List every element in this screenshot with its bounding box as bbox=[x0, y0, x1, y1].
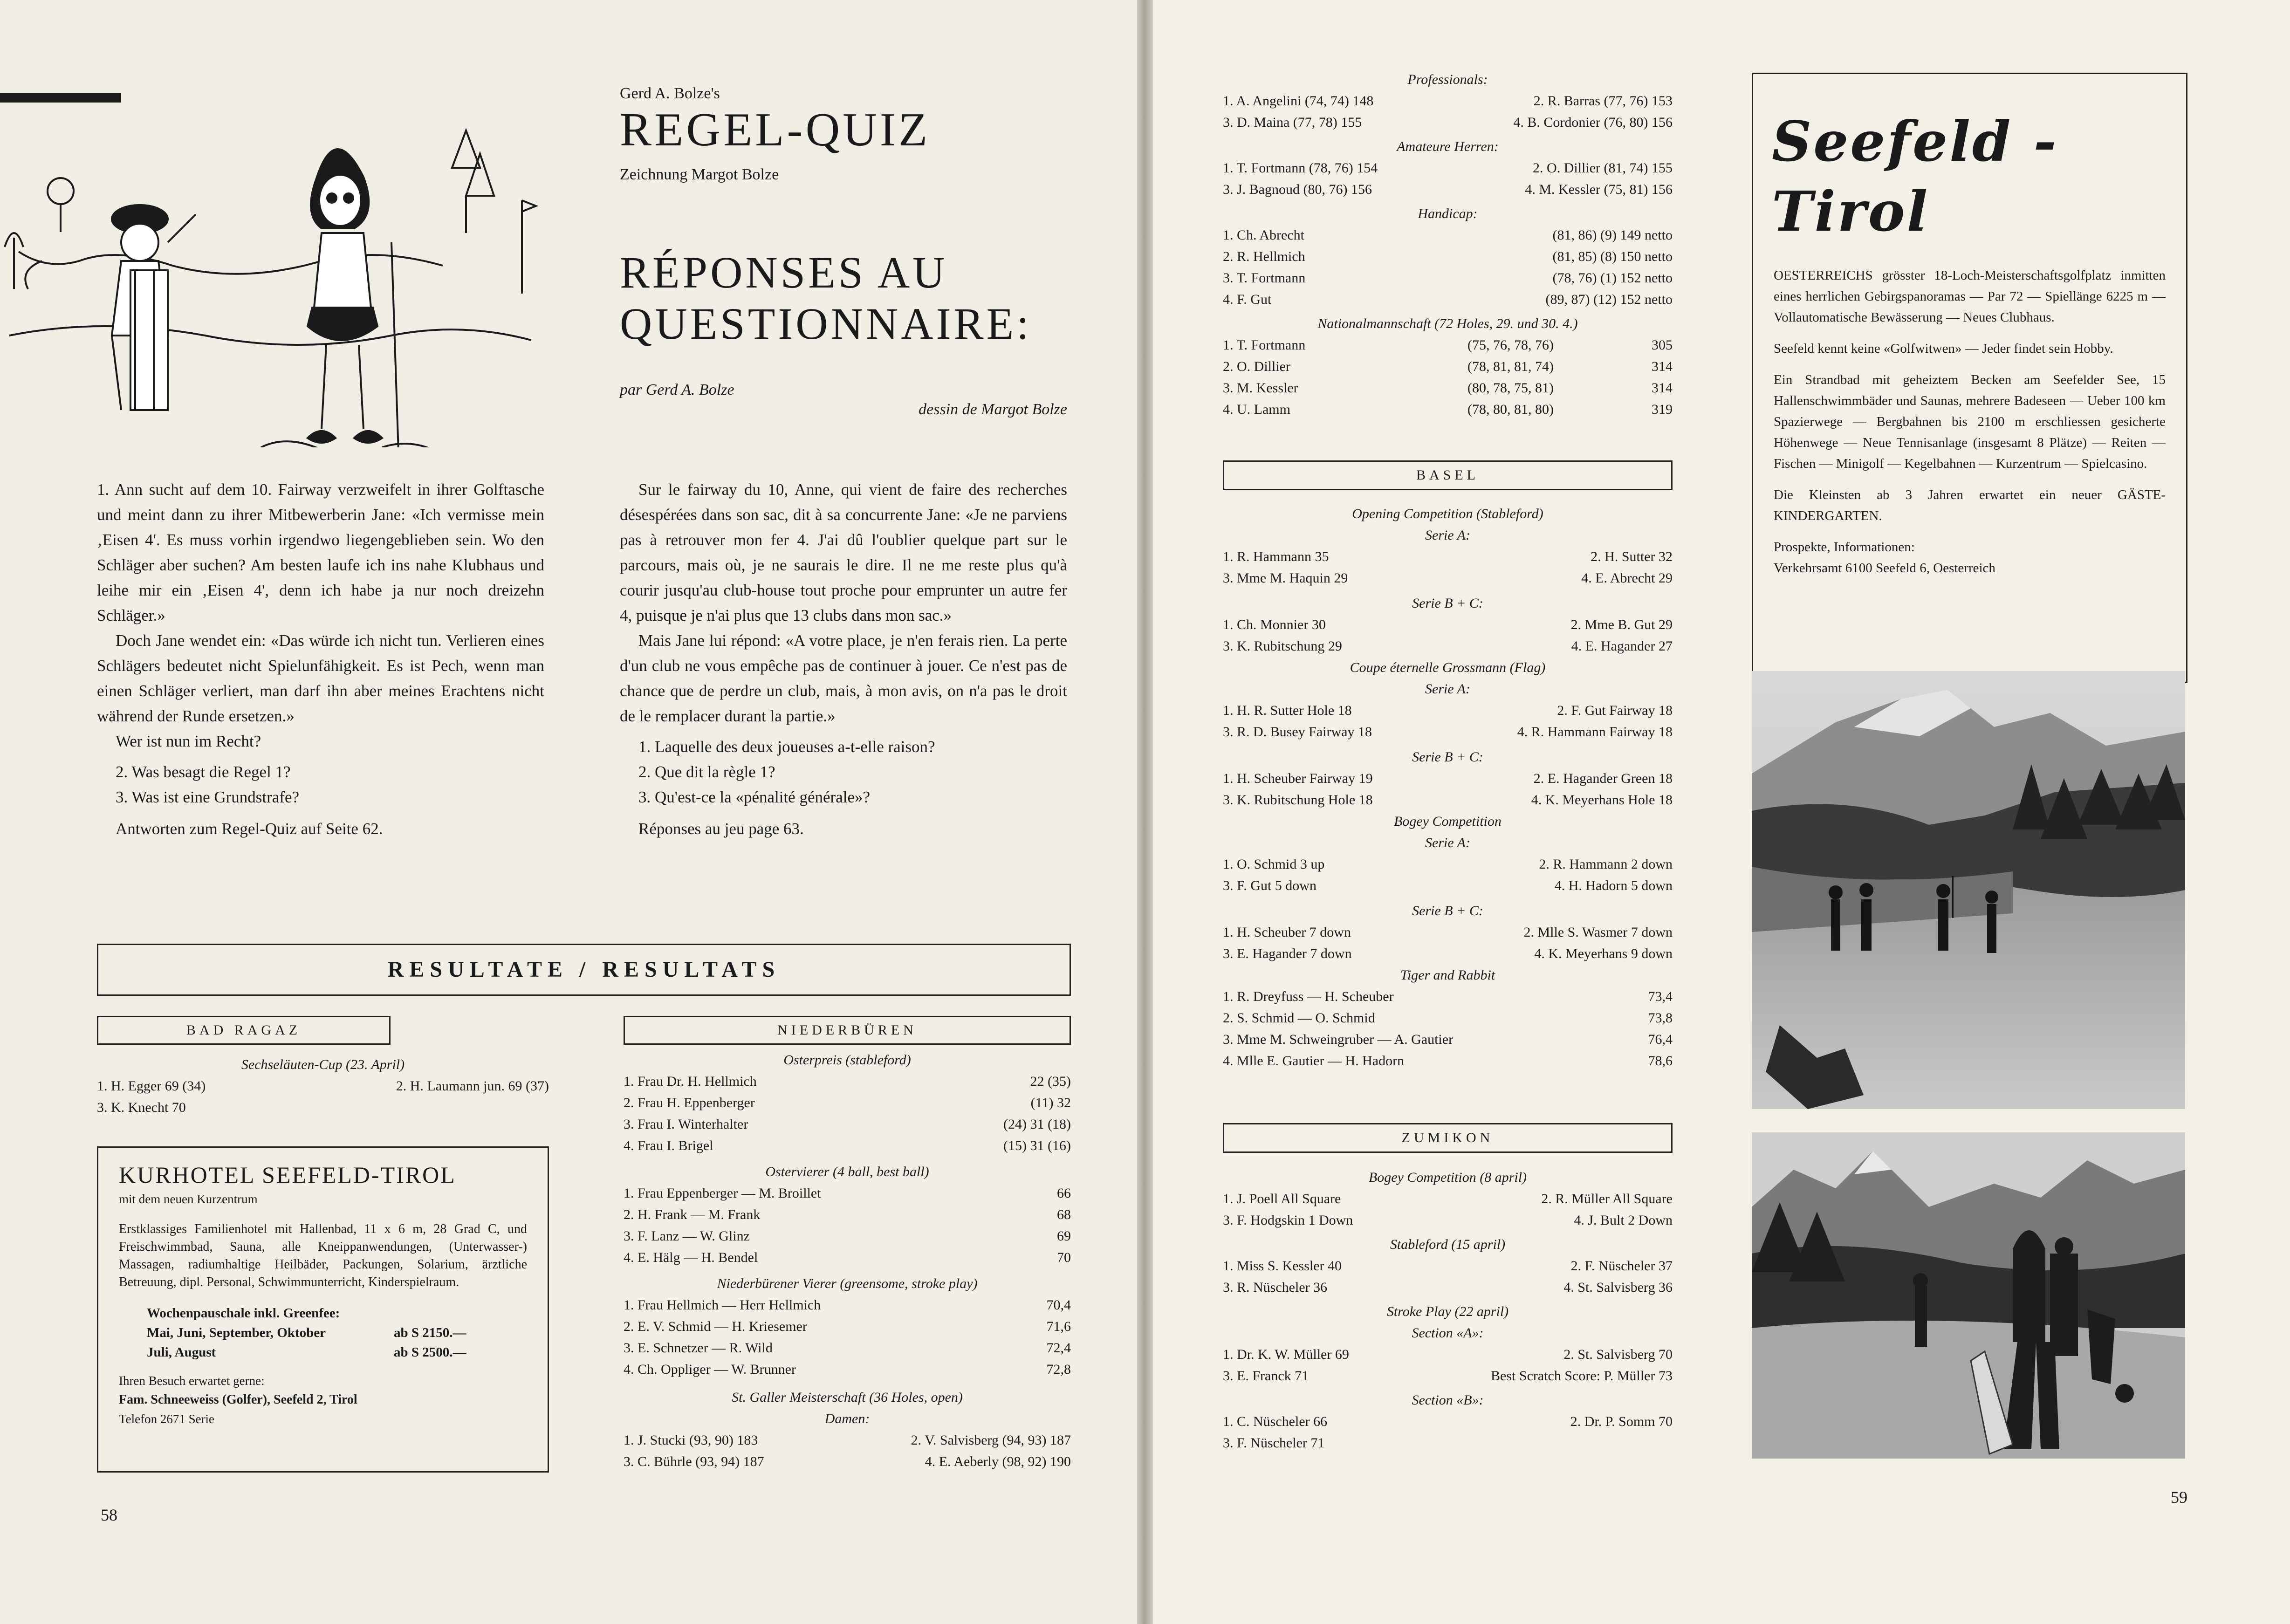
result-left: 1. H. R. Sutter Hole 18 bbox=[1223, 703, 1352, 718]
result-left: 3. D. Maina (77, 78) 155 bbox=[1223, 115, 1362, 130]
result-row bbox=[1223, 922, 1673, 943]
result-row bbox=[1223, 1007, 1673, 1029]
result-left: 1. J. Stucki (93, 90) 183 bbox=[624, 1432, 758, 1448]
section-subtitle: Damen: bbox=[824, 1411, 870, 1426]
quiz-paragraph: Wer ist nun im Recht? bbox=[116, 732, 261, 750]
result-row bbox=[1223, 112, 1673, 133]
section-subtitle: Serie A: bbox=[1425, 835, 1470, 850]
quiz-title: REGEL-QUIZ bbox=[620, 103, 931, 156]
section-subtitle: Serie A: bbox=[1425, 528, 1470, 543]
result-row bbox=[624, 1337, 1071, 1359]
result-right: 4. K. Meyerhans Hole 18 bbox=[1531, 792, 1673, 808]
result-right: 2. F. Nüscheler 37 bbox=[1570, 1258, 1673, 1274]
result-name: 2. S. Schmid — O. Schmid bbox=[1223, 1010, 1375, 1026]
result-row bbox=[624, 1071, 1071, 1092]
result-left: 1. H. Scheuber 7 down bbox=[1223, 925, 1351, 940]
result-left: 1. Ch. Abrecht bbox=[1223, 227, 1304, 243]
result-name: 1. R. Dreyfuss — H. Scheuber bbox=[1223, 989, 1394, 1004]
section-subtitle: Serie B + C: bbox=[1412, 903, 1483, 918]
result-score: 70 bbox=[1057, 1250, 1071, 1265]
result-right: (89, 87) (12) 152 netto bbox=[1545, 292, 1673, 307]
quiz-answers-ref: Antworten zum Regel-Quiz auf Seite 62. bbox=[116, 820, 383, 838]
result-row bbox=[624, 1135, 1071, 1157]
quiz-text-de bbox=[97, 477, 544, 842]
zumikon-results bbox=[1223, 1167, 1673, 1454]
quiz-paragraph: Sur le fairway du 10, Anne, qui vient de faire des recherches désespérées dans son sac, dit à sa concurrente Jane: «Je ne parviens pas à retrouver mon fer 4. J'ai dû l'oublier quelque part sur le parcours, mais où, je ne saurais le dire. Il ne me reste plus qu'à courir jusqu'au club-house tout proche pour emprunter un autre fer 4, puisque je n'ai plus que 13 clubs dans mon sac.» bbox=[620, 480, 1067, 624]
result-left: 3. R. D. Busey Fairway 18 bbox=[1223, 724, 1372, 740]
section-subtitle: Serie B + C: bbox=[1412, 749, 1483, 765]
result-row bbox=[1223, 1050, 1673, 1072]
result-row bbox=[624, 1204, 1071, 1226]
result-row bbox=[1223, 158, 1673, 179]
result-score: 69 bbox=[1057, 1228, 1071, 1244]
result-row bbox=[1223, 289, 1673, 310]
result-row bbox=[624, 1183, 1071, 1204]
result-left: 4. F. Gut bbox=[1223, 292, 1272, 307]
quiz-title-fr: RÉPONSES AU QUESTIONNAIRE: bbox=[620, 247, 1032, 349]
result-right: 2. F. Gut Fairway 18 bbox=[1557, 703, 1673, 718]
cartoon-illustration bbox=[0, 93, 559, 447]
result-row bbox=[624, 1359, 1071, 1380]
result-score: (15) 31 (16) bbox=[1003, 1138, 1071, 1153]
section-title: Niederbürener Vierer (greensome, stroke play) bbox=[717, 1276, 978, 1291]
ad-offer-season: Mai, Juni, September, Oktober bbox=[147, 1325, 326, 1340]
cup-title: Sechseläuten-Cup (23. April) bbox=[241, 1057, 405, 1072]
result-left: 3. T. Fortmann bbox=[1223, 270, 1306, 286]
result-name: 4. Ch. Oppliger — W. Brunner bbox=[624, 1362, 796, 1377]
bad-ragaz-label-box bbox=[97, 1016, 391, 1045]
section-title: Amateure Herren: bbox=[1397, 139, 1499, 154]
result-row bbox=[1223, 225, 1673, 246]
golf-course-photo bbox=[1752, 671, 2185, 1109]
result-row bbox=[1223, 875, 1673, 897]
result-row bbox=[1223, 614, 1673, 636]
ad-contact-intro: Ihren Besuch erwartet gerne: bbox=[119, 1374, 265, 1388]
result-left: 1. Miss S. Kessler 40 bbox=[1223, 1258, 1342, 1274]
result-row bbox=[624, 1247, 1071, 1268]
quiz-question: 1. Laquelle des deux joueuses a-t-elle raison? bbox=[638, 738, 935, 756]
result-right: 4. J. Bult 2 Down bbox=[1574, 1213, 1673, 1228]
result-score: 72,8 bbox=[1046, 1362, 1071, 1377]
result-left: 1. H. Egger 69 (34) bbox=[97, 1078, 206, 1094]
result-row bbox=[1223, 1188, 1673, 1210]
result-right: Best Scratch Score: P. Müller 73 bbox=[1491, 1368, 1673, 1384]
results-header-box bbox=[97, 944, 1071, 996]
table-cell: 1. T. Fortmann bbox=[1223, 337, 1306, 353]
result-left: 3. E. Hagander 7 down bbox=[1223, 946, 1352, 961]
result-right: 4. E. Aeberly (98, 92) 190 bbox=[925, 1454, 1071, 1469]
result-score: (11) 32 bbox=[1030, 1095, 1071, 1110]
quiz-text-fr bbox=[620, 477, 1067, 842]
result-left: 2. R. Hellmich bbox=[1223, 249, 1305, 264]
result-right: (78, 76) (1) 152 netto bbox=[1552, 270, 1673, 286]
table-cell: 319 bbox=[1652, 402, 1673, 417]
table-row bbox=[1223, 377, 1673, 399]
result-row bbox=[1223, 789, 1673, 811]
result-row bbox=[624, 1092, 1071, 1114]
niederburen-results bbox=[624, 1049, 1071, 1473]
result-left: 3. K. Knecht 70 bbox=[97, 1100, 186, 1115]
result-left: 1. R. Hammann 35 bbox=[1223, 549, 1329, 564]
quiz-question: 2. Que dit la règle 1? bbox=[638, 763, 775, 781]
section-subtitle: Section «A»: bbox=[1412, 1325, 1484, 1341]
result-right: 2. R. Hammann 2 down bbox=[1539, 857, 1673, 872]
ad-paragraph: Seefeld kennt keine «Golfwitwen» — Jeder findet sein Hobby. bbox=[1774, 341, 2113, 356]
ad-paragraph: Ein Strandbad mit geheiztem Becken am Seefelder See, 15 Hallenschwimmbäder und Saunas, mehrere Badeseen — Ueber 100 km Spazierwege — Bergbahnen bis 2100 m erschliessen gesicherte Höhenwege — Neue Tennisanlage (insgesamt 8 Plätze) — Reiten — Fischen — Minigolf — Kegelbahnen — Kurzentrum — Spielcasino. bbox=[1774, 372, 2166, 471]
section-title: Ostervierer (4 ball, best ball) bbox=[765, 1164, 929, 1179]
result-row bbox=[1223, 721, 1673, 743]
table-cell: (75, 76, 78, 76) bbox=[1467, 337, 1554, 353]
section-title: Coupe éternelle Grossmann (Flag) bbox=[1350, 660, 1546, 675]
result-right: 4. B. Cordonier (76, 80) 156 bbox=[1513, 115, 1673, 130]
basel-label: BASEL bbox=[1416, 467, 1479, 483]
ad-contact-name: Fam. Schneeweiss (Golfer), Seefeld 2, Tirol bbox=[119, 1392, 357, 1407]
table-cell: 314 bbox=[1652, 380, 1673, 396]
result-name: 3. Frau I. Winterhalter bbox=[624, 1117, 748, 1132]
result-row bbox=[1223, 986, 1673, 1007]
result-right: 4. R. Hammann Fairway 18 bbox=[1517, 724, 1673, 740]
result-right: 2. H. Laumann jun. 69 (37) bbox=[396, 1078, 549, 1094]
ad-paragraph: OESTERREICHS grösster 18-Loch-Meisterschaftsgolfplatz inmitten eines herrlichen Gebirgspanoramas — Par 72 — Spiellänge 6225 m — Vollautomatische Bewässerung — Neues Clubhaus. bbox=[1774, 268, 2166, 325]
section-title: Professionals: bbox=[1407, 72, 1488, 87]
result-right: 2. Mlle S. Wasmer 7 down bbox=[1523, 925, 1673, 940]
ad-offer-title: Wochenpauschale inkl. Greenfee: bbox=[147, 1306, 340, 1321]
result-score: (24) 31 (18) bbox=[1003, 1117, 1071, 1132]
result-left: 1. T. Fortmann (78, 76) 154 bbox=[1223, 160, 1378, 176]
result-name: 2. Frau H. Eppenberger bbox=[624, 1095, 755, 1110]
result-row bbox=[97, 1097, 549, 1118]
section-title: Osterpreis (stableford) bbox=[783, 1052, 911, 1068]
result-score: 72,4 bbox=[1046, 1340, 1071, 1356]
result-score: 78,6 bbox=[1648, 1053, 1673, 1069]
result-left: 3. R. Nüscheler 36 bbox=[1223, 1280, 1328, 1295]
zumikon-label: ZUMIKON bbox=[1401, 1130, 1494, 1145]
result-score: 68 bbox=[1057, 1207, 1071, 1222]
quiz-paragraph: Doch Jane wendet ein: «Das würde ich nicht tun. Verlieren eines Schlägers bedeutet nicht Spielunfähigkeit. Es ist Pech, wenn man einen Schläger verliert, man darf ihn aber meines Erachtens nicht während der Runde ersetzen.» bbox=[97, 631, 544, 725]
result-row bbox=[1223, 1411, 1673, 1432]
result-score: 73,4 bbox=[1648, 989, 1673, 1004]
result-left: 3. C. Bührle (93, 94) 187 bbox=[624, 1454, 764, 1469]
section-title: Nationalmannschaft (72 Holes, 29. und 30. 4.) bbox=[1317, 316, 1578, 331]
section-title: Stableford (15 april) bbox=[1390, 1237, 1506, 1252]
result-name: 4. Frau I. Brigel bbox=[624, 1138, 713, 1153]
result-row bbox=[1223, 568, 1673, 589]
quiz-answers-ref: Réponses au jeu page 63. bbox=[638, 820, 804, 838]
result-row bbox=[624, 1226, 1071, 1247]
result-left: 1. O. Schmid 3 up bbox=[1223, 857, 1325, 872]
ad-subtitle: mit dem neuen Kurzentrum bbox=[119, 1192, 258, 1206]
table-row bbox=[1223, 356, 1673, 377]
result-right: 2. V. Salvisberg (94, 93) 187 bbox=[911, 1432, 1071, 1448]
ad-offer-price: ab S 2500.— bbox=[394, 1345, 466, 1360]
result-score: 71,6 bbox=[1046, 1319, 1071, 1334]
result-row bbox=[1223, 267, 1673, 289]
ad-contact-title: Prospekte, Informationen: bbox=[1774, 540, 1915, 555]
result-score: 73,8 bbox=[1648, 1010, 1673, 1026]
quiz-credit-fr: dessin de Margot Bolze bbox=[919, 401, 1067, 418]
result-left: 3. K. Rubitschung Hole 18 bbox=[1223, 792, 1373, 808]
result-row bbox=[1223, 943, 1673, 965]
section-title: St. Galler Meisterschaft (36 Holes, open) bbox=[732, 1390, 963, 1405]
section-title: Opening Competition (Stableford) bbox=[1352, 506, 1543, 521]
section-subtitle: Section «B»: bbox=[1412, 1392, 1484, 1408]
quiz-author-fr: par Gerd A. Bolze bbox=[620, 381, 734, 398]
ad-phone: Telefon 2671 Serie bbox=[119, 1412, 215, 1426]
result-row bbox=[624, 1430, 1071, 1451]
result-right: 2. R. Müller All Square bbox=[1541, 1191, 1673, 1206]
result-score: 66 bbox=[1057, 1185, 1071, 1201]
result-left: 3. F. Nüscheler 71 bbox=[1223, 1435, 1325, 1451]
result-row bbox=[1223, 179, 1673, 200]
ad-title: KURHOTEL SEEFELD-TIROL bbox=[119, 1162, 456, 1188]
table-row bbox=[1223, 335, 1673, 356]
result-right: 2. O. Dillier (81, 74) 155 bbox=[1533, 160, 1673, 176]
bad-ragaz-label: BAD RAGAZ bbox=[186, 1022, 302, 1038]
table-cell: (80, 78, 75, 81) bbox=[1467, 380, 1554, 396]
table-cell: (78, 81, 81, 74) bbox=[1467, 359, 1554, 374]
result-name: 1. Frau Hellmich — Herr Hellmich bbox=[624, 1297, 821, 1313]
result-row bbox=[1223, 1365, 1673, 1387]
result-left: 3. F. Gut 5 down bbox=[1223, 878, 1316, 893]
table-cell: 4. U. Lamm bbox=[1223, 402, 1290, 417]
quiz-paragraph: 1. Ann sucht auf dem 10. Fairway verzweifelt in ihrer Golftasche und meint dann zu ihrer Mitbewerberin Jane: «Ich vermisse mein ‚Eisen 4'. Es muss vorhin irgendwo liegengeblieben sein. Wo den Schläger aber suchen? Am besten laufe ich ins nahe Klubhaus und leihe mir ein ‚Eisen 4', denn ich habe ja nur noch dreizehn Schläger.» bbox=[97, 480, 544, 624]
section-title: Stroke Play (22 april) bbox=[1386, 1304, 1509, 1319]
quiz-question: 3. Qu'est-ce la «pénalité générale»? bbox=[638, 788, 871, 806]
kurhotel-ad bbox=[97, 1146, 549, 1473]
result-right: 2. H. Sutter 32 bbox=[1591, 549, 1673, 564]
result-row bbox=[1223, 546, 1673, 568]
ad-contact: Verkehrsamt 6100 Seefeld 6, Oesterreich bbox=[1774, 561, 1995, 576]
result-score: 70,4 bbox=[1046, 1297, 1071, 1313]
seefeld-ad bbox=[1752, 73, 2187, 683]
result-row bbox=[1223, 768, 1673, 789]
zumikon-label-box bbox=[1223, 1123, 1673, 1153]
result-right: 4. E. Hagander 27 bbox=[1571, 638, 1673, 654]
result-row bbox=[1223, 1344, 1673, 1365]
result-left: 1. Dr. K. W. Müller 69 bbox=[1223, 1347, 1349, 1362]
quiz-author: Gerd A. Bolze's bbox=[620, 85, 720, 102]
result-row bbox=[1223, 700, 1673, 721]
result-name: 3. E. Schnetzer — R. Wild bbox=[624, 1340, 773, 1356]
basel-label-box bbox=[1223, 460, 1673, 490]
ad-paragraph: Die Kleinsten ab 3 Jahren erwartet ein neuer GÄSTE-KINDERGARTEN. bbox=[1774, 487, 2166, 523]
result-left: 1. Ch. Monnier 30 bbox=[1223, 617, 1326, 632]
section-title: Handicap: bbox=[1418, 206, 1478, 221]
result-row bbox=[1223, 1029, 1673, 1050]
table-cell: 314 bbox=[1652, 359, 1673, 374]
result-name: 4. Mlle E. Gautier — H. Hadorn bbox=[1223, 1053, 1405, 1069]
page-gutter bbox=[1137, 0, 1153, 1624]
table-cell: (78, 80, 81, 80) bbox=[1467, 402, 1554, 417]
basel-results bbox=[1223, 503, 1673, 1072]
quiz-paragraph: Mais Jane lui répond: «A votre place, je n'en ferais rien. La perte d'un club ne vous empêche pas de continuer à jouer. Ce n'est pas de chance que de perdre un club, mais, à mon avis, on n'a pas le droit de le remplacer durant la partie.» bbox=[620, 631, 1067, 725]
result-right: 4. M. Kessler (75, 81) 156 bbox=[1525, 182, 1673, 197]
result-row bbox=[1223, 854, 1673, 875]
quiz-question: 2. Was besagt die Regel 1? bbox=[116, 763, 291, 781]
table-cell: 305 bbox=[1652, 337, 1673, 353]
result-left: 1. A. Angelini (74, 74) 148 bbox=[1223, 93, 1374, 109]
result-left: 1. J. Poell All Square bbox=[1223, 1191, 1341, 1206]
seefeld-text bbox=[1753, 247, 2186, 579]
result-left: 3. Mme M. Haquin 29 bbox=[1223, 570, 1348, 586]
result-row bbox=[1223, 1432, 1673, 1454]
result-right: 2. St. Salvisberg 70 bbox=[1563, 1347, 1673, 1362]
result-row bbox=[624, 1295, 1071, 1316]
result-row bbox=[1223, 1255, 1673, 1277]
result-right: 4. St. Salvisberg 36 bbox=[1563, 1280, 1673, 1295]
result-name: 4. E. Hälg — H. Bendel bbox=[624, 1250, 758, 1265]
seefeld-logo: Seefeld - Tirol bbox=[1772, 109, 2058, 244]
section-subtitle: Serie B + C: bbox=[1412, 596, 1483, 611]
result-row bbox=[1223, 1277, 1673, 1298]
left-page bbox=[0, 0, 1137, 1624]
result-score: 22 (35) bbox=[1030, 1074, 1071, 1089]
result-left: 3. K. Rubitschung 29 bbox=[1223, 638, 1342, 654]
result-right: 2. Dr. P. Somm 70 bbox=[1570, 1414, 1673, 1429]
result-name: 3. Mme M. Schweingruber — A. Gautier bbox=[1223, 1032, 1454, 1047]
niederburen-label-box bbox=[624, 1016, 1071, 1045]
result-right: 4. H. Hadorn 5 down bbox=[1554, 878, 1673, 893]
results-column bbox=[1223, 69, 1673, 420]
quiz-illustration-credit: Zeichnung Margot Bolze bbox=[620, 166, 779, 183]
result-score: 76,4 bbox=[1648, 1032, 1673, 1047]
section-subtitle: Serie A: bbox=[1425, 681, 1470, 697]
result-row bbox=[1223, 636, 1673, 657]
result-name: 3. F. Lanz — W. Glinz bbox=[624, 1228, 750, 1244]
result-name: 2. H. Frank — M. Frank bbox=[624, 1207, 761, 1222]
result-left: 1. H. Scheuber Fairway 19 bbox=[1223, 771, 1373, 786]
result-row bbox=[1223, 246, 1673, 267]
ad-offer-season: Juli, August bbox=[147, 1345, 216, 1360]
national-table bbox=[1223, 335, 1673, 420]
results-header: RESULTATE / RESULTATS bbox=[387, 957, 781, 982]
result-right: 4. E. Abrecht 29 bbox=[1581, 570, 1673, 586]
result-right: 2. E. Hagander Green 18 bbox=[1533, 771, 1673, 786]
ad-offer-row bbox=[119, 1323, 527, 1362]
result-name: 2. E. V. Schmid — H. Kriesemer bbox=[624, 1319, 807, 1334]
result-left: 3. E. Franck 71 bbox=[1223, 1368, 1309, 1384]
result-left: 3. J. Bagnoud (80, 76) 156 bbox=[1223, 182, 1372, 197]
right-page bbox=[1153, 0, 2290, 1624]
result-right: 2. R. Barras (77, 76) 153 bbox=[1533, 93, 1673, 109]
result-row bbox=[624, 1451, 1071, 1473]
page-number: 58 bbox=[101, 1506, 117, 1524]
result-left: 1. C. Nüscheler 66 bbox=[1223, 1414, 1328, 1429]
result-row bbox=[1223, 90, 1673, 112]
result-row bbox=[624, 1316, 1071, 1337]
ad-text: Erstklassiges Familienhotel mit Hallenbad, 11 x 6 m, 28 Grad C, und Freischwimmbad, Sauna, alle Kneippanwendungen, (Unterwasser-) Massagen, radiumhaltige Heilbäder, Packungen, Solarium, ärztliche Betreuung, dipl. Personal, Schwimmunterricht, Kinderspielraum. bbox=[119, 1222, 527, 1289]
section-title: Tiger and Rabbit bbox=[1400, 967, 1495, 983]
result-right: 2. Mme B. Gut 29 bbox=[1570, 617, 1673, 632]
table-cell: 2. O. Dillier bbox=[1223, 359, 1290, 374]
result-left: 3. F. Hodgskin 1 Down bbox=[1223, 1213, 1353, 1228]
niederburen-label: NIEDERBÜREN bbox=[777, 1022, 917, 1038]
page-number: 59 bbox=[2171, 1488, 2187, 1507]
result-row bbox=[1223, 1210, 1673, 1231]
quiz-question: 3. Was ist eine Grundstrafe? bbox=[116, 788, 300, 806]
table-row bbox=[1223, 399, 1673, 420]
table-cell: 3. M. Kessler bbox=[1223, 380, 1298, 396]
result-right: (81, 85) (8) 150 netto bbox=[1552, 249, 1673, 264]
golfers-photo bbox=[1752, 1132, 2185, 1459]
result-row bbox=[97, 1076, 549, 1097]
result-name: 1. Frau Dr. H. Hellmich bbox=[624, 1074, 757, 1089]
result-right: (81, 86) (9) 149 netto bbox=[1552, 227, 1673, 243]
ad-offer-price: ab S 2150.— bbox=[394, 1325, 466, 1340]
section-title: Bogey Competition (8 april) bbox=[1368, 1170, 1527, 1185]
result-row bbox=[624, 1114, 1071, 1135]
section-title: Bogey Competition bbox=[1394, 814, 1502, 829]
bad-ragaz-results bbox=[97, 1054, 549, 1118]
result-name: 1. Frau Eppenberger — M. Broillet bbox=[624, 1185, 821, 1201]
result-right: 4. K. Meyerhans 9 down bbox=[1534, 946, 1673, 961]
